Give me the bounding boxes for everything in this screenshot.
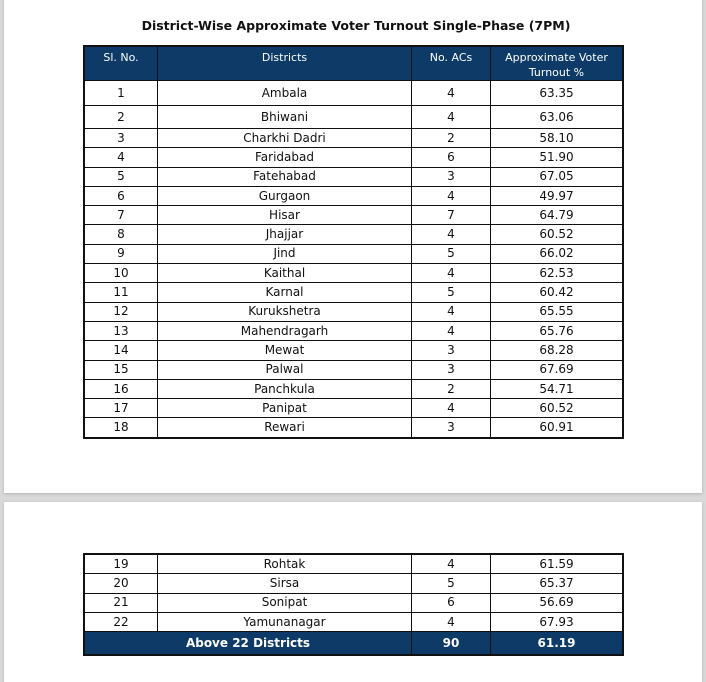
turnout-cell: 67.69 [491,360,623,379]
district-cell: Karnal [158,283,412,302]
turnout-cell: 65.76 [491,321,623,340]
district-cell: Jhajjar [158,225,412,244]
turnout-cell: 67.93 [491,612,623,631]
sl-no-cell: 16 [85,379,158,398]
table-row [85,186,623,205]
sl-no-cell: 15 [85,360,158,379]
acs-cell: 3 [412,360,491,379]
sl-no-cell: 5 [85,167,158,186]
table-row [85,341,623,360]
district-cell: Panipat [158,399,412,418]
table-row [85,302,623,321]
sl-no-cell: 19 [85,555,158,574]
table-row [85,148,623,167]
column-header-no-acs: No. ACs [412,47,491,81]
district-cell: Faridabad [158,148,412,167]
district-cell: Jind [158,244,412,263]
turnout-cell: 62.53 [491,264,623,283]
acs-cell: 4 [412,81,491,106]
turnout-cell: 65.37 [491,574,623,593]
column-header-sl-no: Sl. No. [85,47,158,81]
acs-cell: 3 [412,167,491,186]
table-row [85,555,623,574]
turnout-table-part-1 [84,46,623,438]
total-turnout: 61.19 [491,632,623,655]
table-row [85,167,623,186]
total-acs: 90 [412,632,491,655]
table-row [85,612,623,631]
turnout-cell: 56.69 [491,593,623,612]
sl-no-cell: 21 [85,593,158,612]
sl-no-cell: 11 [85,283,158,302]
turnout-cell: 54.71 [491,379,623,398]
table-row [85,106,623,129]
sl-no-cell: 14 [85,341,158,360]
acs-cell: 4 [412,225,491,244]
acs-cell: 4 [412,612,491,631]
district-cell: Bhiwani [158,106,412,129]
district-cell: Kaithal [158,264,412,283]
district-cell: Fatehabad [158,167,412,186]
table-row [85,379,623,398]
document-page-2 [4,502,702,682]
turnout-cell: 66.02 [491,244,623,263]
sl-no-cell: 13 [85,321,158,340]
sl-no-cell: 20 [85,574,158,593]
turnout-cell: 60.52 [491,399,623,418]
sl-no-cell: 12 [85,302,158,321]
table-row [85,360,623,379]
table-row [85,321,623,340]
turnout-cell: 58.10 [491,129,623,148]
district-cell: Sonipat [158,593,412,612]
sl-no-cell: 10 [85,264,158,283]
district-cell: Charkhi Dadri [158,129,412,148]
sl-no-cell: 8 [85,225,158,244]
acs-cell: 3 [412,418,491,437]
table-body-part-1 [85,81,623,438]
district-cell: Mahendragarh [158,321,412,340]
acs-cell: 4 [412,106,491,129]
turnout-cell: 60.91 [491,418,623,437]
district-cell: Kurukshetra [158,302,412,321]
turnout-cell: 65.55 [491,302,623,321]
sl-no-cell: 18 [85,418,158,437]
district-cell: Rewari [158,418,412,437]
acs-cell: 4 [412,555,491,574]
acs-cell: 6 [412,148,491,167]
page-title: District-Wise Approximate Voter Turnout Single-Phase (7PM) [141,18,571,33]
turnout-cell: 60.42 [491,283,623,302]
sl-no-cell: 9 [85,244,158,263]
table-row [85,225,623,244]
sl-no-cell: 2 [85,106,158,129]
turnout-cell: 61.59 [491,555,623,574]
turnout-cell: 60.52 [491,225,623,244]
acs-cell: 3 [412,341,491,360]
turnout-cell: 63.06 [491,106,623,129]
acs-cell: 7 [412,206,491,225]
acs-cell: 4 [412,264,491,283]
acs-cell: 4 [412,302,491,321]
turnout-table-part-2 [84,554,623,655]
acs-cell: 4 [412,186,491,205]
total-row [85,632,623,655]
turnout-cell: 67.05 [491,167,623,186]
district-cell: Yamunanagar [158,612,412,631]
sl-no-cell: 6 [85,186,158,205]
district-cell: Hisar [158,206,412,225]
table-body-part-2 [85,555,623,632]
district-cell: Ambala [158,81,412,106]
document-page-1 [4,0,702,493]
sl-no-cell: 4 [85,148,158,167]
table-row [85,264,623,283]
district-cell: Mewat [158,341,412,360]
district-cell: Panchkula [158,379,412,398]
sl-no-cell: 3 [85,129,158,148]
district-cell: Palwal [158,360,412,379]
turnout-cell: 49.97 [491,186,623,205]
sl-no-cell: 17 [85,399,158,418]
table-row [85,593,623,612]
table-row [85,81,623,106]
turnout-cell: 68.28 [491,341,623,360]
district-cell: Sirsa [158,574,412,593]
table-row [85,418,623,437]
sl-no-cell: 7 [85,206,158,225]
column-header-turnout [491,47,623,81]
table-header-row [85,47,623,81]
district-cell: Rohtak [158,555,412,574]
sl-no-cell: 22 [85,612,158,631]
acs-cell: 5 [412,283,491,302]
sl-no-cell: 1 [85,81,158,106]
acs-cell: 6 [412,593,491,612]
table-row [85,129,623,148]
total-label: Above 22 Districts [85,632,412,655]
table-row [85,399,623,418]
acs-cell: 4 [412,399,491,418]
table-row [85,244,623,263]
acs-cell: 4 [412,321,491,340]
column-header-districts: Districts [158,47,412,81]
turnout-cell: 64.79 [491,206,623,225]
acs-cell: 2 [412,129,491,148]
table-row [85,283,623,302]
acs-cell: 5 [412,574,491,593]
table-row [85,206,623,225]
table-row [85,574,623,593]
turnout-header-label: Approximate Voter Turnout % [505,51,608,79]
turnout-cell: 63.35 [491,81,623,106]
district-cell: Gurgaon [158,186,412,205]
turnout-cell: 51.90 [491,148,623,167]
acs-cell: 5 [412,244,491,263]
acs-cell: 2 [412,379,491,398]
